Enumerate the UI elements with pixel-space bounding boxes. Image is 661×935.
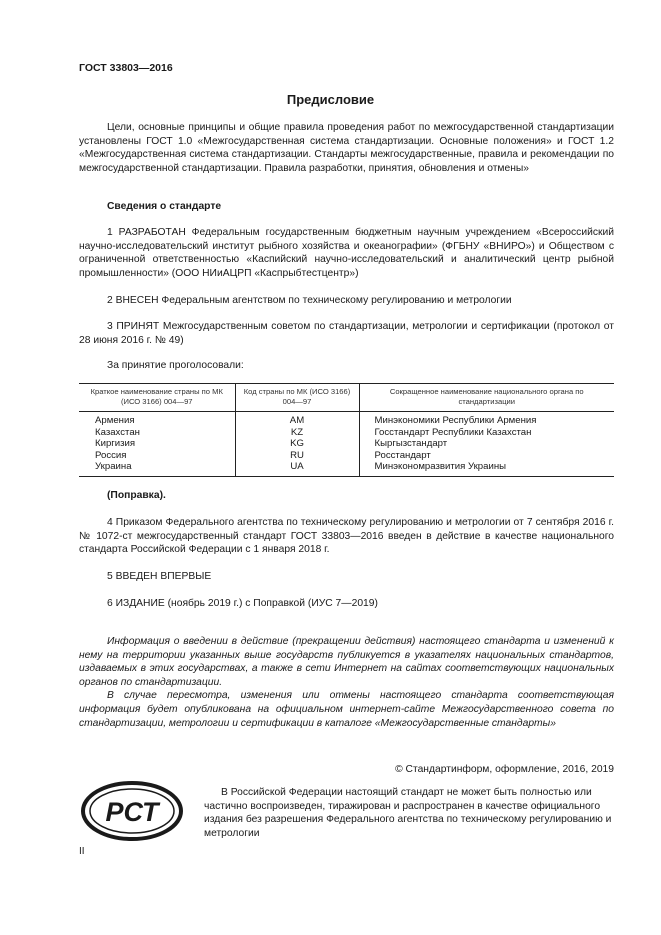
code-cell: UA: [235, 461, 359, 476]
code-cell: KG: [235, 438, 359, 450]
table-row: [79, 412, 614, 427]
table-row: [79, 450, 614, 462]
body-cell: Минэкономразвития Украины: [359, 461, 614, 476]
item-introduced: 2 ВНЕСЕН Федеральным агентством по техническому регулированию и метрологии: [107, 295, 512, 306]
table-row: [79, 427, 614, 439]
country-cell: Казахстан: [95, 426, 140, 438]
voting-table: [79, 383, 614, 477]
amendment-note: (Поправка).: [107, 490, 166, 501]
item-first-introduced: 5 ВВЕДЕН ВПЕРВЫЕ: [107, 571, 212, 582]
body-cell: Минэкономики Республики Армения: [359, 412, 614, 427]
rights-notice-text: В Российской Федерации настоящий стандарт не может быть полностью или частично воспроизведен, тиражирован и распространен в качестве официального издания без разрешения Федерального агентства по техническому регулированию и метрологии: [204, 787, 612, 839]
table-row: [79, 438, 614, 450]
body-cell: Кыргызстандарт: [359, 438, 614, 450]
item-enacted: 4 Приказом Федерального агентства по техническому регулированию и метрологии от 7 сентября 2016 г. № 1072-ст межгосударственный стандарт ГОСТ 33803—2016 введен в действие в качестве национального стандарта Российской Федерации с 1 января 2018 г.: [79, 517, 614, 556]
copyright-line: © Стандартинформ, оформление, 2016, 2019: [395, 764, 614, 775]
country-cell: Армения: [95, 415, 135, 426]
rights-notice: [204, 786, 614, 840]
page-title: Предисловие: [286, 92, 375, 107]
svg-text:РСТ: РСТ: [105, 797, 159, 827]
item-adopted: 3 ПРИНЯТ Межгосударственным советом по стандартизации, метрологии и сертификации (протокол от 28 июня 2016 г. № 49): [79, 321, 614, 346]
country-cell: Украина: [79, 461, 235, 476]
code-cell: RU: [235, 450, 359, 462]
country-cell: Киргизия: [95, 438, 136, 450]
intro-paragraph: Цели, основные принципы и общие правила проведения работ по межгосударственной стандартизации установлены ГОСТ 1.0 «Межгосударственная система стандартизации. Основные положения» и ГОСТ 1.2 «Межгосударственная система стандартизации. Стандарты межгосударственные, правила и рекомендации по межгосударственной стандартизации. Правила разработки, принятия, обновления и отмены»: [79, 122, 614, 174]
table-header-row: [79, 384, 614, 412]
country-cell: Россия: [95, 449, 127, 461]
item-edition: 6 ИЗДАНИЕ (ноябрь 2019 г.) с Поправкой (ИУС 7—2019): [107, 598, 378, 609]
vote-label: За принятие проголосовали:: [107, 360, 244, 371]
header-code: Код страны по МК (ИСО 3166) 004—97: [235, 384, 359, 412]
code-cell: AM: [235, 412, 359, 427]
rst-logo: [80, 780, 184, 842]
page-number: II: [79, 846, 85, 857]
header-body: Сокращенное наименование национального органа по стандартизации: [359, 384, 614, 412]
body-cell: Госстандарт Республики Казахстан: [359, 427, 614, 439]
info-notice-paragraph: В случае пересмотра, изменения или отмены настоящего стандарта соответствующая информация будет опубликована на официальном интернет-сайте Межгосударственного совета по стандартизации, метрологии и сертификации в каталоге «Межгосударственные стандарты»: [79, 690, 614, 729]
info-notice-paragraph: Информация о введении в действие (прекращении действия) настоящего стандарта и изменений к нему на территории указанных выше государств публикуется в указателях национальных стандартов, издаваемых в этих государствах, а также в сети Интернет на сайтах соответствующих национальных органов по стандартизации.: [79, 636, 614, 688]
info-heading: Сведения о стандарте: [107, 201, 222, 212]
info-notice: [79, 635, 614, 730]
code-cell: KZ: [235, 427, 359, 439]
item-developed: 1 РАЗРАБОТАН Федеральным государственным бюджетным научным учреждением «Всероссийский научно-исследовательский институт рыбного хозяйства и океанографии» (ФГБНУ «ВНИРО») и Обществом с ограниченной ответственностью «Каспийский научно-исследовательский и аналитический центр рыбной промышленности» (ООО НИиАЦРП «Каспрыбтестцентр»): [79, 227, 614, 279]
table-row: [79, 461, 614, 476]
header-country: Краткое наименование страны по МК (ИСО 3166) 004—97: [79, 384, 235, 412]
body-cell: Росстандарт: [359, 450, 614, 462]
document-code: ГОСТ 33803—2016: [79, 62, 173, 74]
